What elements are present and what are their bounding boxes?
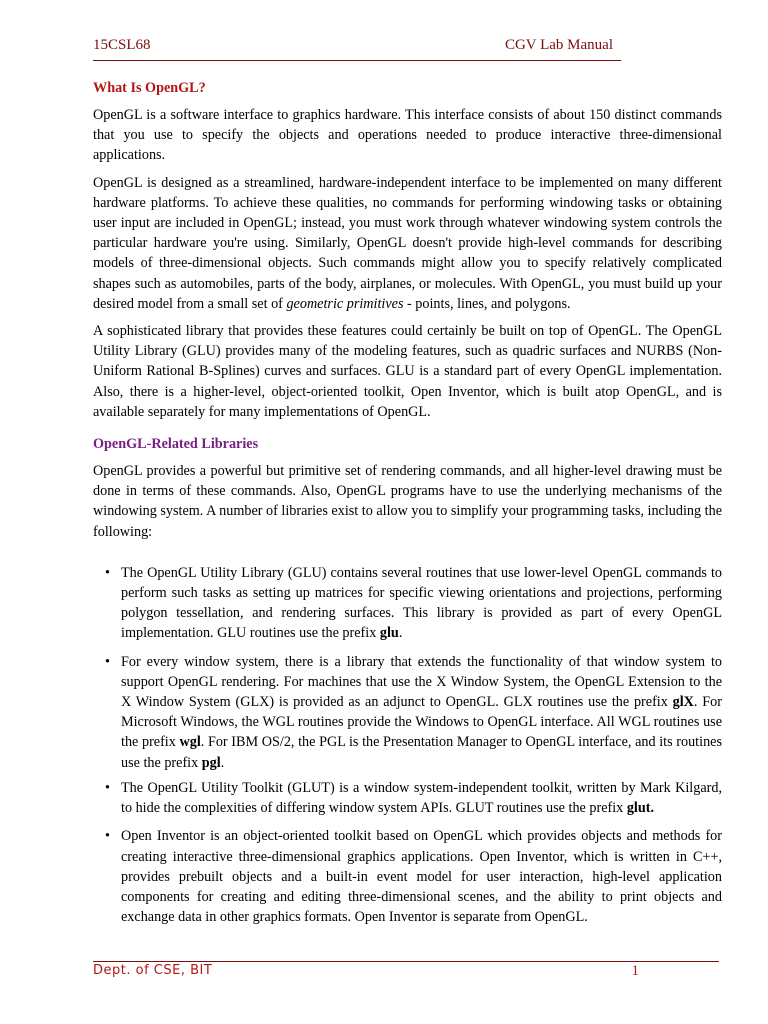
list-item-text: Open Inventor is an object-oriented toolkit based on OpenGL which provides objects and methods for creating interactive three-dimensional graphics applications. Open Inventor, which is written in C++, provides prebuilt objects and a built-in event model for user interaction, high-level application components for creating and editing three-dimensional scenes, and the ability to print objects and exchange data in other graphics formats. Open Inventor is separate from OpenGL.: [121, 828, 722, 926]
list-item-text: . For Microsoft Windows, the WGL routines provide the Windows to OpenGL interface. All WGL routines use the prefix: [121, 694, 722, 751]
bullet-icon: •: [105, 653, 110, 670]
footer-divider: [93, 961, 719, 962]
prefix-glu: glu: [379, 625, 399, 642]
list-item-text-end: .: [220, 754, 225, 771]
bullet-icon: •: [105, 828, 110, 845]
list-item-text: . For IBM OS/2, the PGL is the Presentation Manager to OpenGL interface, and its routines use the prefix: [121, 734, 722, 771]
course-code: 15CSL68: [93, 37, 151, 53]
list-item-text: For every window system, there is a library that extends the functionality of that window system to support OpenGL rendering. For machines that use the X Window System, the OpenGL Extension to the X Window System (GLX) is provided as an adjunct to OpenGL. GLX routines use the prefix: [121, 653, 722, 711]
prefix-wgl: wgl: [179, 734, 201, 751]
page-content: [93, 78, 722, 932]
section-heading-what-is-opengl: What Is OpenGL?: [93, 80, 206, 96]
list-item-text: The OpenGL Utility Library (GLU) contains several routines that use lower-level OpenGL commands to perform such tasks as setting up matrices for specific viewing orientations and projections, performing polygon tessellation, and rendering surfaces. This library is provided as part of every OpenGL implementation. GLU routines use the prefix: [121, 564, 722, 642]
list-item-glu: [93, 563, 722, 644]
list-item-text: The OpenGL Utility Toolkit (GLUT) is a window system-independent toolkit, written by Mark Kilgard, to hide the complexities of differing window system APIs. GLUT routines use the prefix: [121, 779, 722, 817]
manual-title: CGV Lab Manual: [504, 37, 613, 53]
paragraph-design-text: OpenGL is designed as a streamlined, hardware-independent interface to be implemented on many different hardware platforms. To achieve these qualities, no commands for performing windowing tasks or obtaining user input are included in OpenGL; instead, you must work through whatever windowing system controls the particular hardware you're using. Similarly, OpenGL doesn't provide high-level commands for describing models of three-dimensional objects. Such commands might allow you to specify relatively complicated shapes such as automobiles, parts of the body, airplanes, or molecules. With OpenGL, you must build up your desired model from a small set of: [93, 174, 722, 312]
page-footer: [93, 963, 639, 980]
department-label: Dept. of CSE, BIT: [93, 963, 213, 978]
list-item-window-system: [93, 652, 722, 773]
paragraph-design-end: - points, lines, and polygons.: [403, 295, 571, 312]
paragraph-intro: OpenGL is a software interface to graphics hardware. This interface consists of about 150 distinct commands that you use to specify the objects and operations needed to produce interactive three-dimensional applications.: [93, 107, 722, 164]
paragraph-libraries-intro: OpenGL provides a powerful but primitive set of rendering commands, and all higher-level drawing must be done in terms of these commands. Also, OpenGL programs have to use the underlying mechanisms of the windowing system. A number of libraries exist to allow you to simplify your programming tasks, including the following:: [93, 463, 722, 540]
prefix-glut: glut.: [626, 800, 655, 817]
prefix-pgl: pgl: [201, 754, 221, 771]
paragraph-glu: A sophisticated library that provides these features could certainly be built on top of OpenGL. The OpenGL Utility Library (GLU) provides many of the modeling features, such as quadric surfaces and NURBS (Non-Uniform Rational B-Splines) curves and surfaces. GLU is a standard part of every OpenGL implementation. Also, there is a higher-level, object-oriented toolkit, Open Inventor, which is built atop OpenGL, and is available separately for many implementations of OpenGL.: [93, 323, 722, 420]
paragraph-design: [93, 173, 722, 314]
bullet-icon: •: [105, 564, 110, 581]
list-item-open-inventor: [93, 826, 722, 927]
page-number: 1: [631, 963, 639, 979]
header-divider: [93, 60, 621, 61]
page-header: [93, 37, 613, 54]
list-item-text-end: .: [398, 625, 403, 642]
libraries-list: [93, 563, 722, 927]
geometric-primitives-term: geometric primitives: [286, 295, 404, 312]
section-heading-related-libraries: OpenGL-Related Libraries: [93, 436, 259, 453]
prefix-glx: glX: [672, 694, 694, 711]
list-item-glut: [93, 778, 722, 818]
bullet-icon: •: [105, 779, 110, 796]
